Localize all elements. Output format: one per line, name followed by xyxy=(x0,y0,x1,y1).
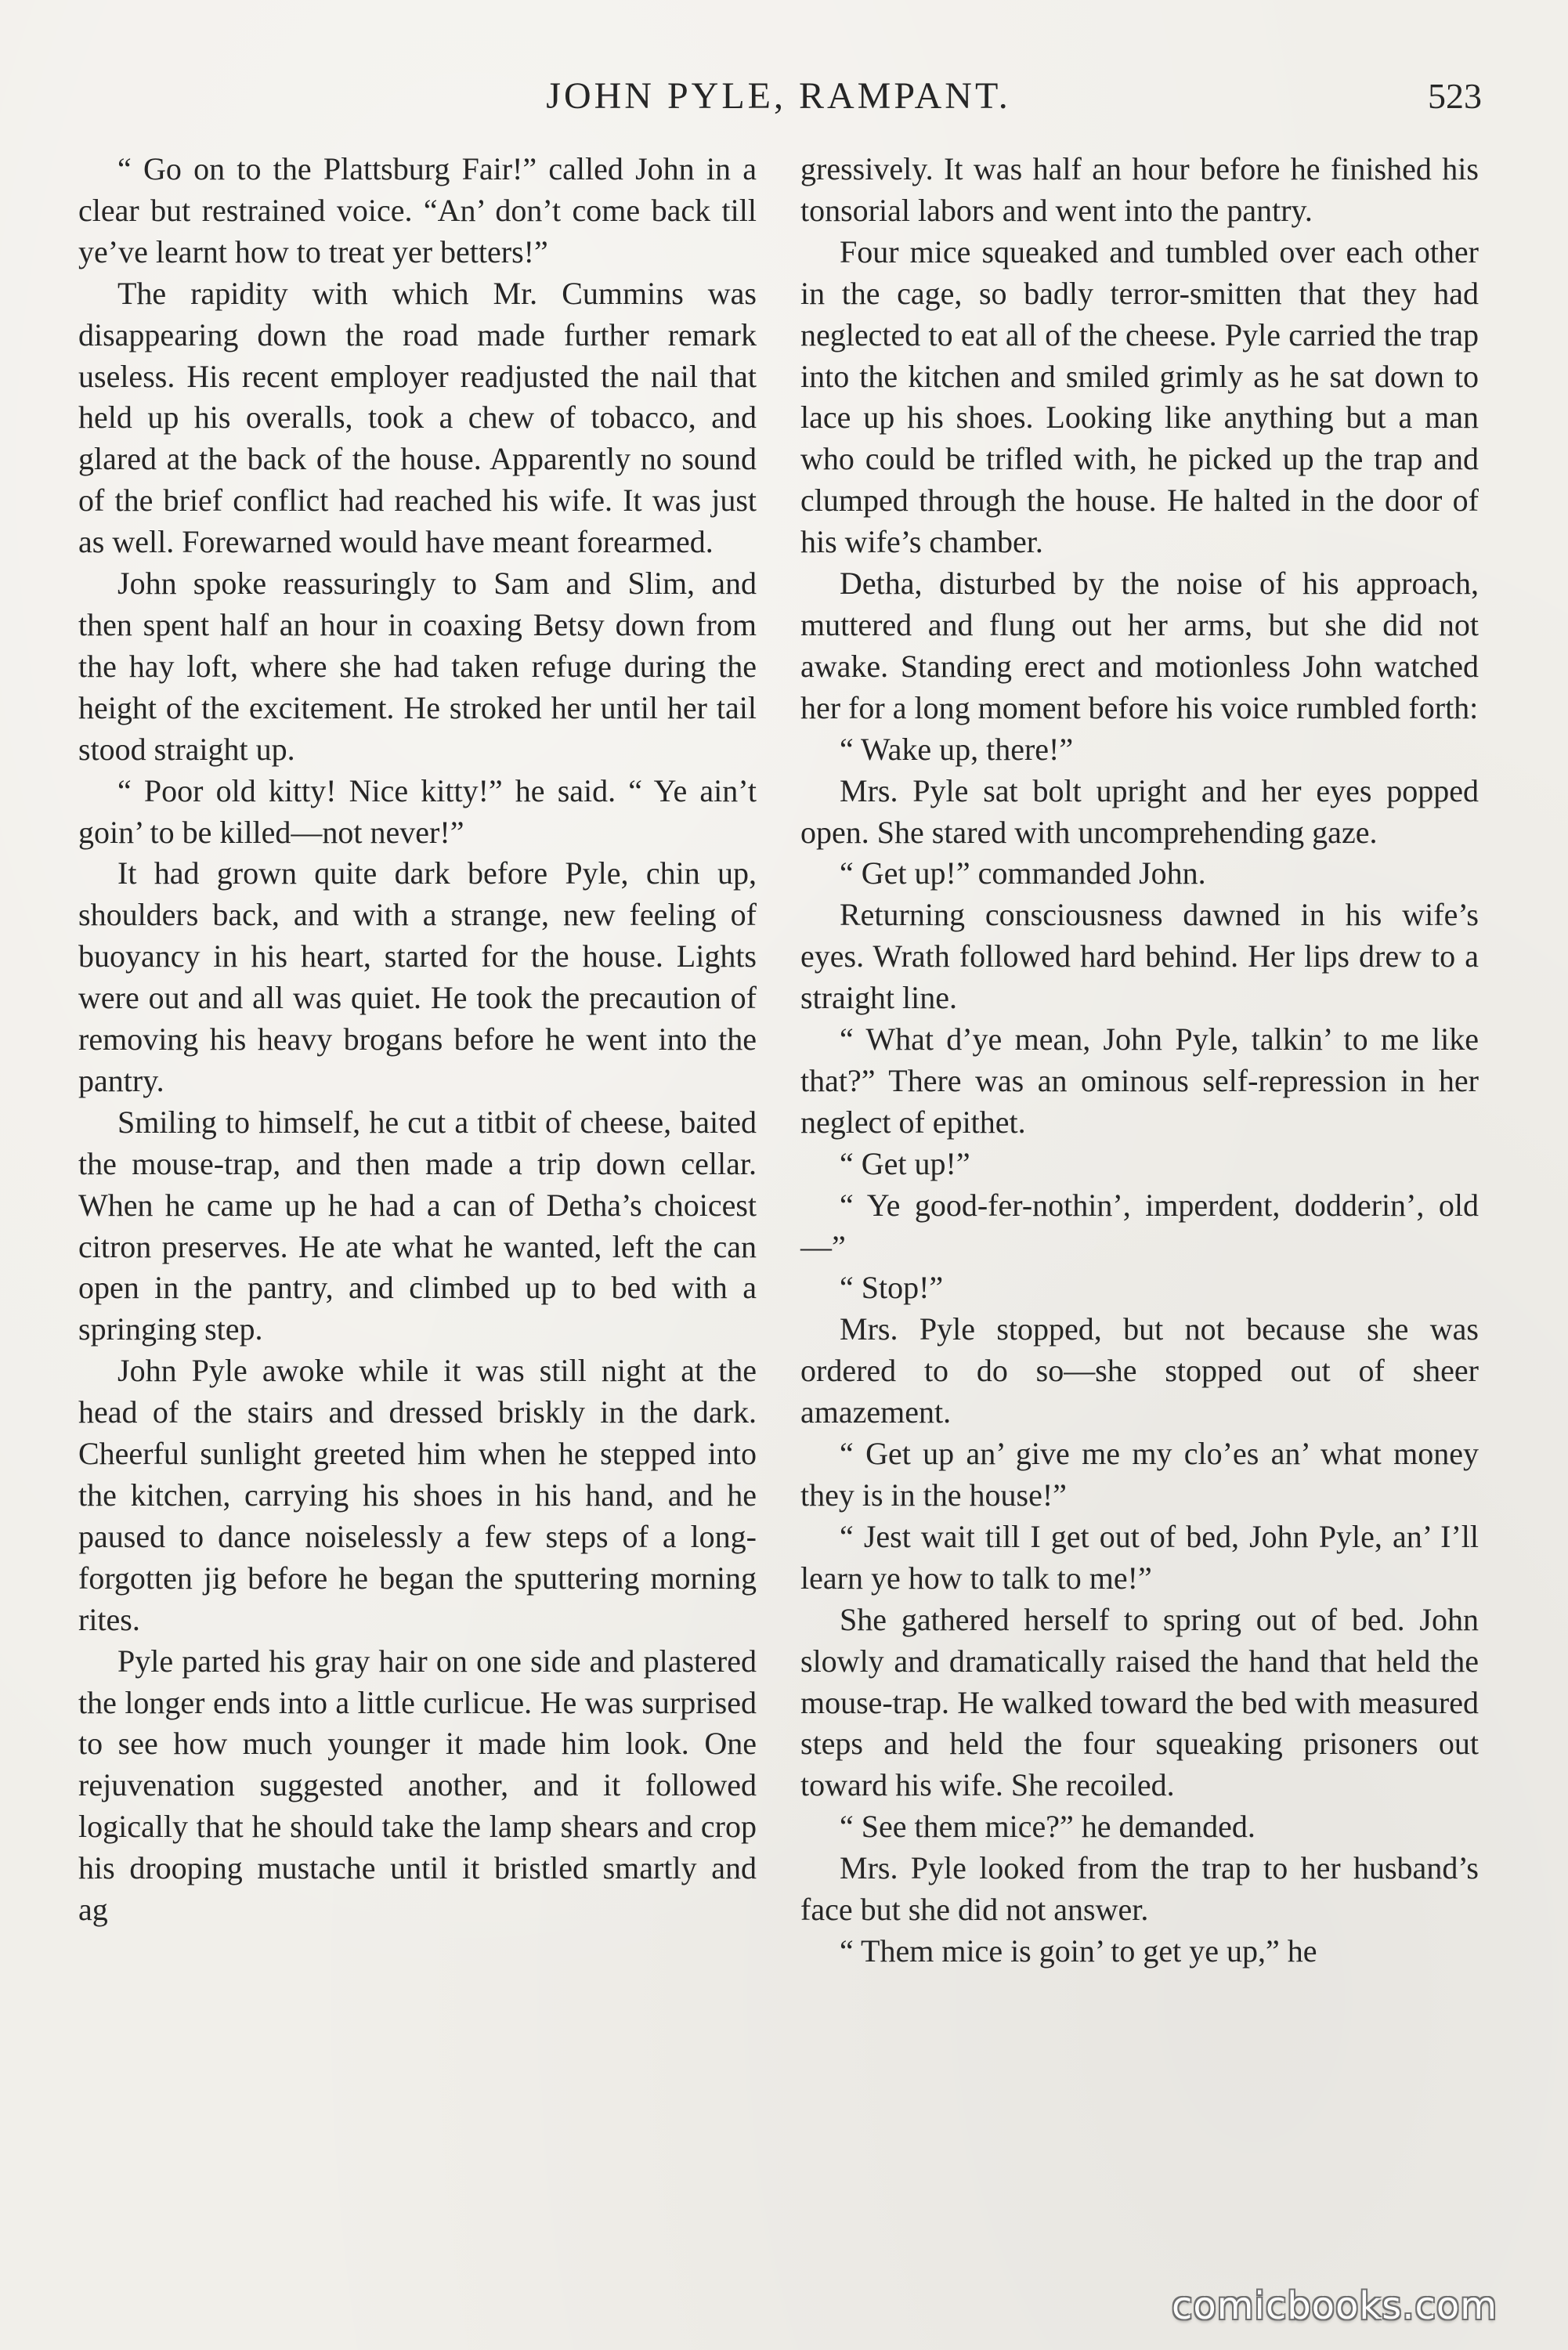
paragraph: Mrs. Pyle sat bolt upright and her eyes popped open. She stared with uncomprehending gaze. xyxy=(800,772,1479,850)
page-number: 523 xyxy=(1428,76,1482,116)
paragraph: Mrs. Pyle stopped, but not because she was ordered to do so—she stopped out of sheer amazement. xyxy=(800,1311,1479,1430)
paragraph: Returning consciousness dawned in his wife’s eyes. Wrath followed hard behind. Her lips drew to a straight line. xyxy=(800,897,1479,1016)
paragraph: Smiling to himself, he cut a titbit of cheese, baited the mouse-trap, and then made a trip down cellar. When he came up he had a can of Detha’s choicest citron preserves. He ate what he wanted, left the can open in the pantry, and climbed up to bed with a springing step. xyxy=(78,1104,757,1347)
paragraph: “ Go on to the Plattsburg Fair!” called John in a clear but restrained voice. “An’ don’t come back till ye’ve learnt how to treat yer betters!” xyxy=(78,151,757,269)
paragraph: It had grown quite dark before Pyle, chin up, shoulders back, and with a strange, new feeling of buoyancy in his heart, started for the house. Lights were out and all was quiet. He took the precaution of removing his heavy brogans before he went into the pantry. xyxy=(78,855,757,1098)
paragraph: Mrs. Pyle looked from the trap to her husband’s face but she did not answer. xyxy=(800,1850,1479,1928)
left-column xyxy=(78,149,757,1931)
paragraph: “ Stop!” xyxy=(840,1270,944,1306)
running-title: JOHN PYLE, RAMPANT. xyxy=(546,75,1011,117)
paragraph: John spoke reassuringly to Sam and Slim, and then spent half an hour in coaxing Betsy down from the hay loft, where she had taken refuge during the height of the excitement. He stroked her until her tail stood straight up. xyxy=(78,566,757,767)
paragraph: John Pyle awoke while it was still night at the head of the stairs and dressed briskly in the dark. Cheerful sunlight greeted him when he stepped into the kitchen, carrying his shoes in his hand, and he paused to dance noiselessly a few steps of a long-forgotten jig before he began the sputtering morning rites. xyxy=(78,1353,757,1637)
paragraph: “ What d’ye mean, John Pyle, talkin’ to me like that?” There was an ominous self-repression in her neglect of epithet. xyxy=(800,1021,1479,1140)
paragraph: “ Get up!” xyxy=(840,1145,970,1181)
paragraph: “ Them mice is goin’ to get ye up,” he xyxy=(840,1932,1317,1969)
paragraph: “ Ye good-fer-nothin’, imperdent, dodderin’, old—” xyxy=(800,1187,1479,1264)
paragraph: “ See them mice?” he demanded. xyxy=(840,1809,1255,1845)
page-header xyxy=(75,69,1482,124)
paragraph: She gathered herself to spring out of bed. John slowly and dramatically raised the hand that held the mouse-trap. He walked toward the bed with measured steps and held the four squeaking prisoners out toward his wife. She recoiled. xyxy=(800,1601,1479,1803)
paragraph: The rapidity with which Mr. Cummins was disappearing down the road made further remark useless. His recent employer readjusted the nail that held up his overalls, took a chew of tobacco, and glared at the back of the house. Apparently no sound of the brief conflict had reached his wife. It was just as well. Forewarned would have meant forearmed. xyxy=(78,275,757,560)
paragraph: Pyle parted his gray hair on one side and plastered the longer ends into a little curlicue. He was surprised to see how much younger it made him look. One rejuvenation suggested another, and it followed logically that he should take the lamp shears and crop his drooping mustache until it bristled smartly and ag xyxy=(78,1643,757,1928)
paragraph: “ Poor old kitty! Nice kitty!” he said. “ Ye ain’t goin’ to be killed—not never!” xyxy=(78,772,757,850)
paragraph: “ Get up an’ give me my clo’es an’ what money they is in the house!” xyxy=(800,1436,1479,1513)
paragraph: “ Jest wait till I get out of bed, John Pyle, an’ I’ll learn ye how to talk to me!” xyxy=(800,1518,1479,1596)
paragraph: Detha, disturbed by the noise of his approach, muttered and flung out her arms, but she did not awake. Standing erect and motionless John watched her for a long moment before his voice rumbled forth: xyxy=(800,566,1479,725)
right-column xyxy=(800,149,1479,1972)
paragraph: Four mice squeaked and tumbled over each other in the cage, so badly terror-smitten that they had neglected to eat all of the cheese. Pyle carried the trap into the kitchen and smiled grimly as he sat down to lace up his shoes. Looking like anything but a man who could be trifled with, he picked up the trap and clumped through the house. He halted in the door of his wife’s chamber. xyxy=(800,233,1479,560)
watermark: comicbooks.com xyxy=(1171,2284,1498,2328)
paragraph: “ Wake up, there!” xyxy=(840,731,1074,767)
paragraph: “ Get up!” commanded John. xyxy=(840,855,1206,891)
continued-paragraph: gressively. It was half an hour before he finished his tonsorial labors and went into the pantry. xyxy=(800,151,1479,228)
